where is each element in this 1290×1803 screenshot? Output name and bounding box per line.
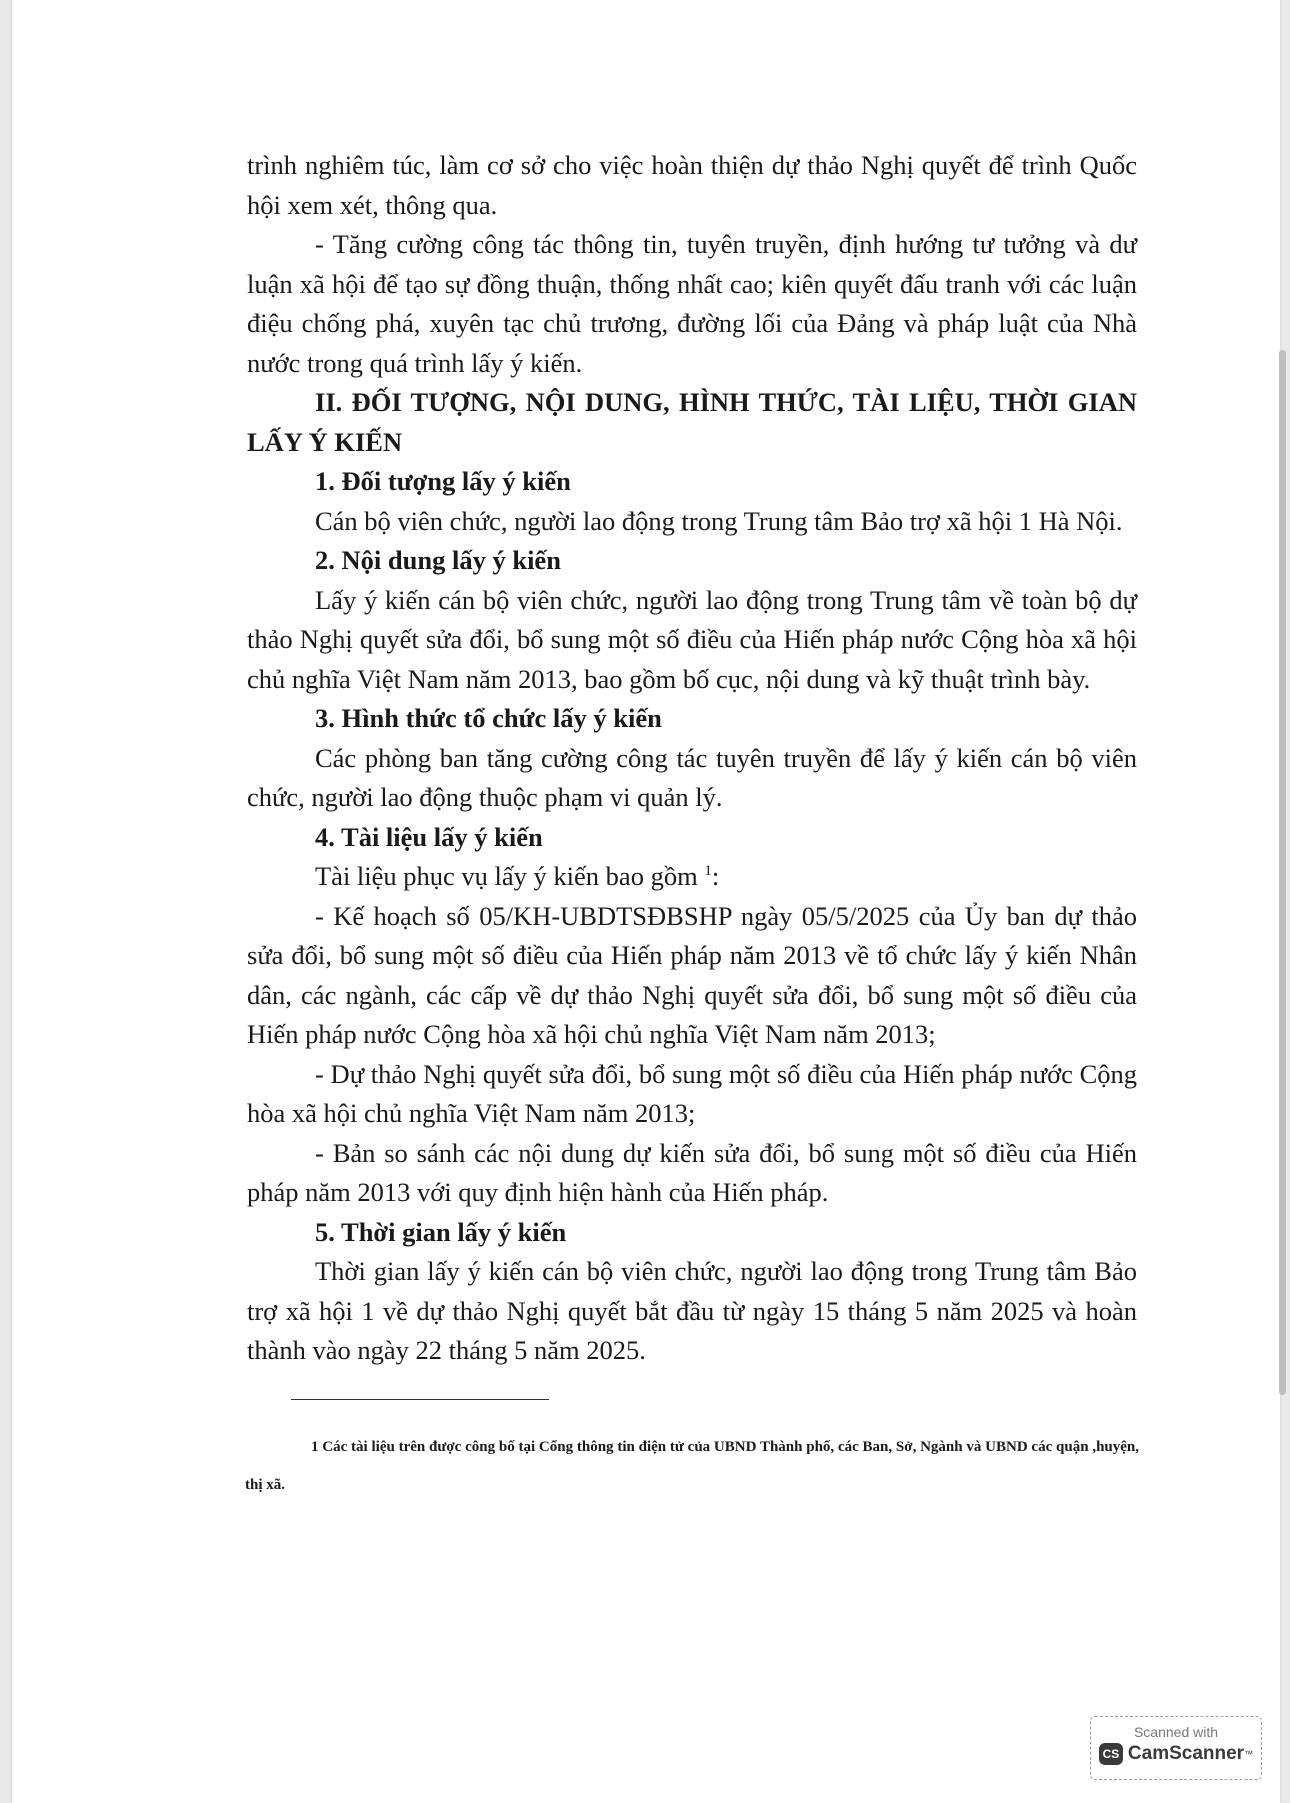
footnote-number: 1 [311,1439,319,1455]
paragraph-subjects: Cán bộ viên chức, người lao động trong Trung tâm Bảo trợ xã hội 1 Hà Nội. [315,505,1123,536]
subheading-3: 3. Hình thức tổ chức lấy ý kiến [315,703,662,733]
vertical-scrollbar[interactable] [1279,350,1286,1395]
subheading-2: 2. Nội dung lấy ý kiến [315,545,561,575]
section-heading-ii: II. ĐỐI TƯỢNG, NỘI DUNG, HÌNH THỨC, TÀI LIỆU, THỜI GIAN LẤY Ý KIẾN [247,387,1137,457]
subheading-4: 4. Tài liệu lấy ý kiến [315,821,543,852]
paragraph-comparison: - Bản so sánh các nội dung dự kiến sửa đổi, bổ sung một số điều của Hiến pháp năm 2013 với quy định hiện hành của Hiến pháp. [247,1137,1137,1207]
documents-intro-text: Tài liệu phục vụ lấy ý kiến bao gồm [315,861,705,891]
camscanner-logo-icon: CS [1099,1743,1123,1765]
footnote-divider [291,1399,549,1400]
paragraph-form: Các phòng ban tăng cường công tác tuyên truyền để lấy ý kiến cán bộ viên chức, người lao động thuộc phạm vi quản lý. [247,742,1137,812]
paragraph-propaganda: - Tăng cường công tác thông tin, tuyên truyền, định hướng tư tưởng và dư luận xã hội để tạo sự đồng thuận, thống nhất cao; kiên quyết đấu tranh với các luận điệu chống phá, xuyên tạc chủ trương, đường lối của Đảng và pháp luật của Nhà nước trong quá trình lấy ý kiến. [247,229,1137,378]
watermark-brand: CamScanner [1127,1743,1245,1764]
document-page [12,0,1280,1803]
paragraph-content: Lấy ý kiến cán bộ viên chức, người lao động trong Trung tâm về toàn bộ dự thảo Nghị quyết sửa đổi, bổ sung một số điều của Hiến pháp nước Cộng hòa xã hội chủ nghĩa Việt Nam năm 2013, bao gồm bố cục, nội dung và kỹ thuật trình bày. [247,584,1137,694]
footnote [245,1428,1139,1504]
watermark-trademark: ™ [1244,1749,1254,1759]
paragraph-continued: trình nghiêm túc, làm cơ sở cho việc hoàn thiện dự thảo Nghị quyết để trình Quốc hội xem xét, thông qua. [247,150,1137,220]
paragraph-timeline: Thời gian lấy ý kiến cán bộ viên chức, người lao động trong Trung tâm Bảo trợ xã hội 1 về dự thảo Nghị quyết bắt đầu từ ngày 15 tháng 5 năm 2025 và hoàn thành vào ngày 22 tháng 5 năm 2025. [247,1256,1137,1365]
subheading-1: 1. Đối tượng lấy ý kiến [315,466,571,496]
paragraph-draft: - Dự thảo Nghị quyết sửa đổi, bổ sung một số điều của Hiến pháp nước Cộng hòa xã hội chủ nghĩa Việt Nam năm 2013; [247,1058,1137,1128]
camscanner-watermark [1090,1716,1262,1780]
documents-intro-colon: : [711,861,720,891]
paragraph-documents-intro [247,857,1137,897]
footnote-ref: 1 [704,863,712,880]
paragraph-plan: - Kế hoạch số 05/KH-UBDTSĐBSHP ngày 05/5/2025 của Ủy ban dự thảo sửa đổi, bổ sung một số điều của Hiến pháp năm 2013 về tổ chức lấy ý kiến Nhân dân, các ngành, các cấp về dự thảo Nghị quyết sửa đổi, bổ sung một số điều của Hiến pháp nước Cộng hòa xã hội chủ nghĩa Việt Nam năm 2013; [247,900,1137,1049]
document-body [247,146,1137,1371]
watermark-top-text: Scanned with [1133,1724,1219,1740]
footnote-text: Các tài liệu trên được công bố tại Cổng thông tin điện tử của UBND Thành phố, các Ban, Sở, Ngành và UBND các quận ,huyện, thị xã. [245,1439,1140,1493]
subheading-5: 5. Thời gian lấy ý kiến [315,1216,567,1247]
